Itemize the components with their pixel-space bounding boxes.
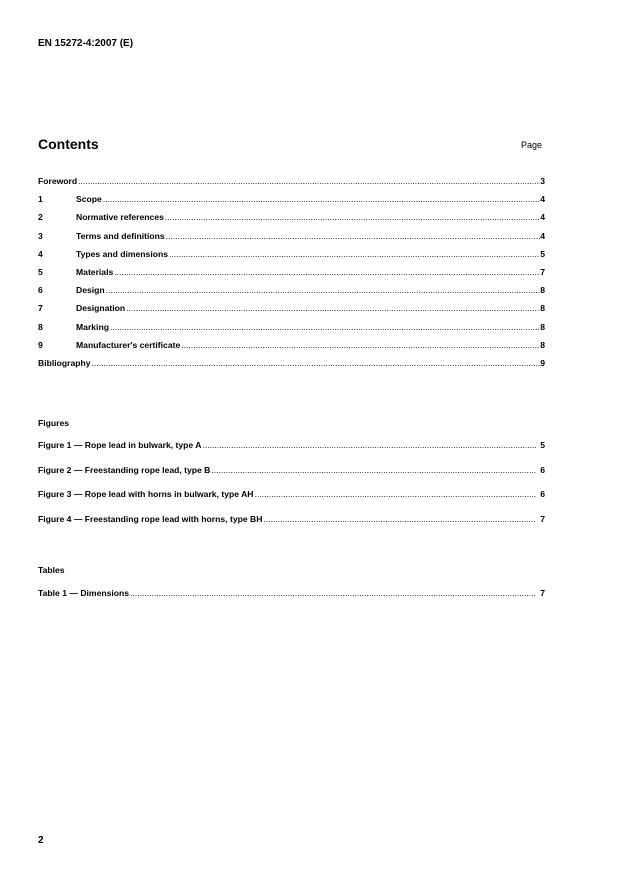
dot-leader [166, 231, 541, 241]
toc-entry[interactable] [38, 194, 545, 212]
figure-entry-page: 6 [540, 489, 545, 500]
dot-leader [78, 176, 540, 186]
document-id: EN 15272-4:2007 (E) [38, 38, 134, 49]
toc-entry[interactable] [38, 358, 545, 376]
toc-entry[interactable] [38, 322, 545, 340]
figure-entry[interactable] [38, 465, 545, 490]
tables-heading: Tables [38, 565, 65, 575]
toc-entry-title: Normative references [76, 212, 164, 223]
dot-leader [181, 340, 540, 350]
toc-entry-title: Manufacturer's certificate [76, 339, 181, 350]
toc-entry-number: 2 [38, 212, 43, 223]
table-entry[interactable] [38, 588, 545, 613]
toc-entry[interactable] [38, 267, 545, 285]
toc-entry-number: 6 [38, 285, 43, 296]
toc-entry-title: Marking [76, 321, 109, 332]
figure-entry-page: 5 [540, 440, 545, 450]
toc-entry-page: 7 [540, 266, 545, 277]
contents-title: Contents [38, 136, 99, 152]
figure-entry-page: 6 [540, 464, 545, 475]
toc-entry-number: 3 [38, 230, 43, 241]
toc-entry-page: 4 [540, 212, 545, 223]
dot-leader [263, 514, 536, 524]
figure-entry-title: Figure 1 — Rope lead in bulwark, type A [38, 440, 202, 450]
page-column-label: Page [521, 140, 543, 150]
table-entry-title: Table 1 — Dimensions [38, 588, 130, 598]
toc-entry-number: 4 [38, 248, 43, 259]
dot-leader [255, 489, 537, 499]
dot-leader [169, 249, 540, 259]
toc-entry[interactable] [38, 176, 545, 194]
toc-entry-number: 1 [38, 194, 43, 205]
toc-entry-page: 8 [540, 339, 545, 350]
toc-entry-page: 5 [540, 248, 545, 259]
table-entry-page: 7 [540, 588, 545, 598]
toc-entry-page: 8 [540, 321, 545, 332]
toc-entry-title: Terms and definitions [76, 230, 165, 241]
toc-list [38, 176, 545, 376]
toc-entry[interactable] [38, 212, 545, 230]
toc-entry[interactable] [38, 249, 545, 267]
figure-entry[interactable] [38, 440, 545, 465]
toc-entry-page: 8 [540, 285, 545, 296]
dot-leader [211, 465, 536, 475]
toc-entry-title: Bibliography [38, 357, 91, 368]
toc-entry[interactable] [38, 340, 545, 358]
toc-entry-page: 4 [540, 194, 545, 205]
toc-entry-page: 8 [540, 303, 545, 314]
toc-entry[interactable] [38, 285, 545, 303]
figure-entry-title: Figure 3 — Rope lead with horns in bulwark, type AH [38, 489, 254, 500]
toc-entry[interactable] [38, 231, 545, 249]
dot-leader [202, 440, 536, 450]
figures-list [38, 440, 545, 538]
figure-entry[interactable] [38, 514, 545, 539]
dot-leader [114, 267, 540, 277]
figure-entry[interactable] [38, 489, 545, 514]
toc-entry-number: 5 [38, 266, 43, 277]
dot-leader [92, 358, 541, 368]
toc-entry[interactable] [38, 303, 545, 321]
toc-entry-title: Types and dimensions [76, 248, 169, 259]
figure-entry-page: 7 [540, 513, 545, 524]
toc-entry-number: 7 [38, 303, 43, 314]
figure-entry-title: Figure 2 — Freestanding rope lead, type B [38, 464, 211, 475]
dot-leader [103, 194, 540, 204]
toc-entry-title: Designation [76, 303, 126, 314]
toc-entry-number: 9 [38, 339, 43, 350]
toc-entry-number: 8 [38, 321, 43, 332]
toc-entry-title: Foreword [38, 176, 78, 186]
toc-entry-page: 9 [540, 357, 545, 368]
dot-leader [126, 303, 540, 313]
tables-list [38, 588, 545, 613]
dot-leader [110, 322, 540, 332]
dot-leader [106, 285, 541, 295]
toc-entry-title: Design [76, 285, 105, 296]
toc-entry-title: Materials [76, 266, 114, 277]
figure-entry-title: Figure 4 — Freestanding rope lead with horns, type BH [38, 513, 263, 524]
dot-leader [165, 212, 540, 222]
figures-heading: Figures [38, 418, 70, 428]
page-number: 2 [38, 835, 44, 846]
toc-entry-title: Scope [76, 194, 102, 205]
dot-leader [130, 588, 536, 598]
toc-entry-page: 4 [540, 230, 545, 241]
toc-entry-page: 3 [540, 176, 545, 186]
